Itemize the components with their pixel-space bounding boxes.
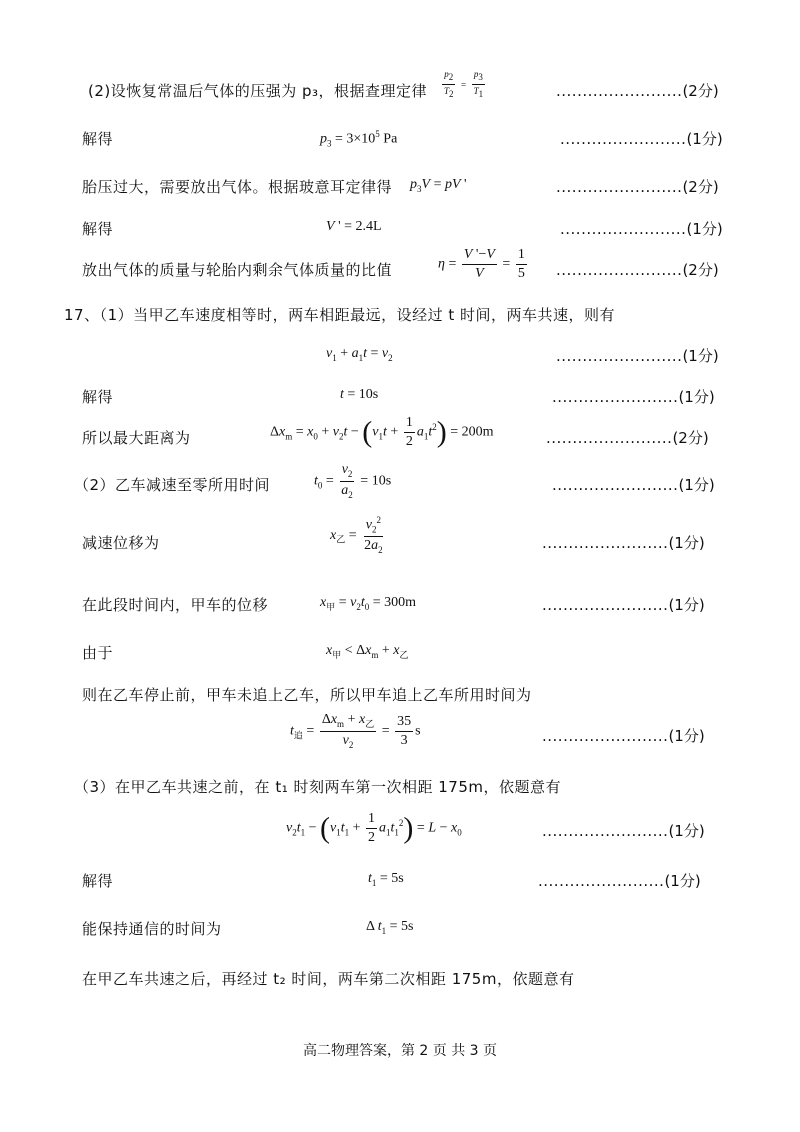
line-label: 解得 <box>82 388 114 406</box>
line-label: 所以最大距离为 <box>82 429 191 447</box>
line-label: 放出气体的质量与轮胎内剩余气体质量的比值 <box>82 261 393 279</box>
line-label: 能保持通信的时间为 <box>82 920 222 938</box>
answer-line-11 <box>0 515 800 562</box>
answer-line-15 <box>0 712 800 757</box>
equation-p3-value: $p_3 = 3\times 10^5$ Pa <box>320 129 398 149</box>
line-label: 在此段时间内，甲车的位移 <box>82 596 269 614</box>
score-mark: ........................(1分) <box>542 822 705 840</box>
score-mark: ........................(2分) <box>556 82 719 100</box>
answer-line-2 <box>0 120 800 160</box>
score-mark: ........................(1分) <box>542 727 705 745</box>
score-mark: ........................(1分) <box>542 534 705 552</box>
score-mark: ........................(1分) <box>556 347 719 365</box>
score-mark: ........................(1分) <box>552 388 715 406</box>
line-label: 解得 <box>82 130 114 148</box>
answer-line-5 <box>0 247 800 290</box>
score-mark: ........................(1分) <box>560 220 723 238</box>
score-mark: ........................(2分) <box>556 178 719 196</box>
answer-line-14 <box>0 675 800 715</box>
line-label: 则在乙车停止前，甲车未追上乙车，所以甲车追上乙车所用时间为 <box>82 686 532 704</box>
answer-line-18 <box>0 861 800 901</box>
answer-line-20 <box>0 960 800 1000</box>
equation-time: t = 10s <box>340 387 379 402</box>
line-label: (2)设恢复常温后气体的压强为 p₃，根据查理定律 <box>88 82 428 100</box>
answer-line-17 <box>0 812 800 852</box>
equation-stop-time: $t_0$ = $\frac{v_2}{a_2}$ = 10s <box>314 462 392 500</box>
line-label: 减速位移为 <box>82 534 160 552</box>
equation-comm-time: Δ $t_1 = 5s$ <box>366 919 414 936</box>
answer-line-3 <box>0 168 800 208</box>
line-label: （3）在甲乙车共速之前，在 t₁ 时刻两车第一次相距 175m，依题意有 <box>74 778 561 796</box>
equation-displacement-yi: $x_乙$ = $\frac{v_2^2}{2a_2}$ <box>330 515 383 556</box>
equation-charles-law: $\frac{p_2}{T_2}$ = $\frac{p_3}{T_1}$ <box>444 69 484 99</box>
line-label: 在甲乙车共速之后，再经过 t₂ 时间，两车第二次相距 175m，依题意有 <box>82 970 575 988</box>
line-label: 解得 <box>82 220 114 238</box>
answer-line-1 <box>0 70 800 110</box>
answer-line-10 <box>0 462 800 505</box>
score-mark: ........................(2分) <box>556 261 719 279</box>
score-mark: ........................(1分) <box>542 596 705 614</box>
answer-line-9 <box>0 415 800 458</box>
answer-line-4 <box>0 210 800 250</box>
answer-line-8 <box>0 378 800 418</box>
page-footer: 高二物理答案，第 2 页 共 3 页 <box>302 1043 498 1059</box>
line-label: 胎压过大，需要放出气体。根据玻意耳定律得 <box>82 178 393 196</box>
answer-line-7 <box>0 338 800 378</box>
score-mark: ........................(1分) <box>552 476 715 494</box>
question-17-1-intro <box>0 295 800 335</box>
equation-catch-up-time: $t_追$ = $\frac{\Delta x_m + x_乙}{v_2}$ = $\frac{35}{3}$ s <box>290 712 421 750</box>
line-label: （2）乙车减速至零所用时间 <box>74 476 271 494</box>
score-mark: ........................(1分) <box>560 130 723 148</box>
equation-max-distance: $\Delta x_m = x_0 + v_2t - (v_1t$ + $\frac{1}{2}$ $a_1t^2) = 200m$ <box>270 415 494 449</box>
line-label: 解得 <box>82 872 114 890</box>
equation-t1: $t_1 = 5s$ <box>368 871 404 888</box>
equation-common-speed: $v_1 + a_1t = v_2$ <box>326 346 393 363</box>
equation-comparison: $x_甲 < \Delta x_m + x_乙$ <box>326 643 409 660</box>
score-mark: ........................(1分) <box>538 872 701 890</box>
equation-volume: V ' = 2.4L <box>326 219 382 234</box>
equation-mass-ratio: η = $\frac{V '-V}{V}$ = $\frac{1}{5}$ <box>438 247 525 281</box>
equation-first-distance: $v_2t_1 - (v_1t_1$ + $\frac{1}{2}$ $a_1t_1^2) = L - x_0$ <box>286 811 462 845</box>
line-label: 17、（1）当甲乙车速度相等时，两车相距最远，设经过 t 时间，两车共速，则有 <box>64 306 616 324</box>
question-17-3-intro <box>0 772 800 812</box>
line-label: 由于 <box>82 644 114 662</box>
score-mark: ........................(2分) <box>546 429 709 447</box>
equation-displacement-jia: $x_甲 = v_2t_0 = 300m$ <box>320 595 417 612</box>
answer-line-12 <box>0 585 800 625</box>
equation-boyle-law: $p_3V$ = pV ' <box>410 177 467 194</box>
answer-line-19 <box>0 910 800 950</box>
answer-line-13 <box>0 633 800 673</box>
